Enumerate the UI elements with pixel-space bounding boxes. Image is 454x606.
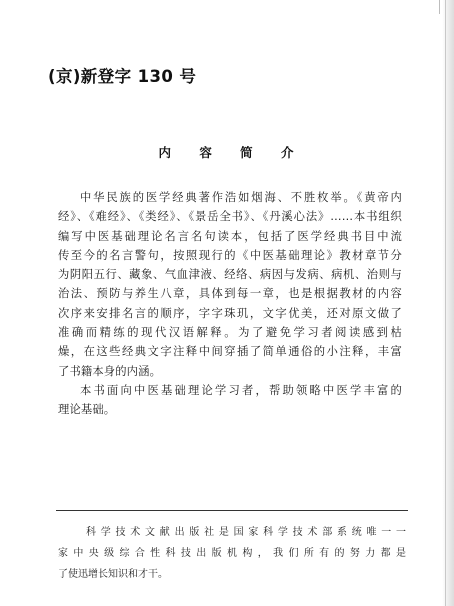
summary-line: 传至今的名言警句，按照现行的《中医基础理论》教材章节分 [58,248,402,262]
publisher-note-line: 家中央级综合性科技出版机构，我们所有的努力都是 [58,548,406,559]
summary-line: 中华民族的医学经典著作浩如烟海、不胜枚举。《黄帝内 [80,191,402,204]
summary-line: 为阴阳五行、藏象、气血津液、经络、病因与发病、病机、治则与 [58,268,402,282]
summary-line: 本书面向中医基础理论学习者，帮助领略中医学丰富的 [80,383,402,397]
publisher-note-line: 了使迅增长知识和才干。 [58,569,168,580]
summary-line: 次序来安排名言的顺序，字字珠玑，文字优美，还对原文做了 [58,306,402,320]
summary-line: 了书籍本身的内涵。 [58,364,162,378]
publisher-note [58,522,406,585]
page-edge-shadow [442,0,454,606]
summary-line: 经》、《难经》、《类经》、《景岳全书》、《丹溪心法》……本书组织 [58,210,402,224]
section-title: 内 容 简 介 [158,145,306,160]
summary-line: 燥，在这些经典文字注释中间穿插了简单通俗的小注释，丰富 [58,345,402,359]
publisher-note-line: 科学技术文献出版社是国家科学技术部系统唯一一 [86,527,406,538]
summary-line: 编写中医基础理论名言名句读本，包括了医学经典书目中流 [58,229,402,243]
summary-line: 理论基础。 [58,403,116,417]
summary-line: 治法、预防与养生八章，具体到每一章，也是根据教材的内容 [58,287,402,301]
content-summary [58,188,402,420]
page-crop-mark [439,0,440,14]
cip-registration-number: (京)新登字 130 号 [48,67,197,86]
summary-line: 准确而精练的现代汉语解释。为了避免学习者阅读感到枯 [58,326,402,340]
footer-divider [56,510,408,511]
